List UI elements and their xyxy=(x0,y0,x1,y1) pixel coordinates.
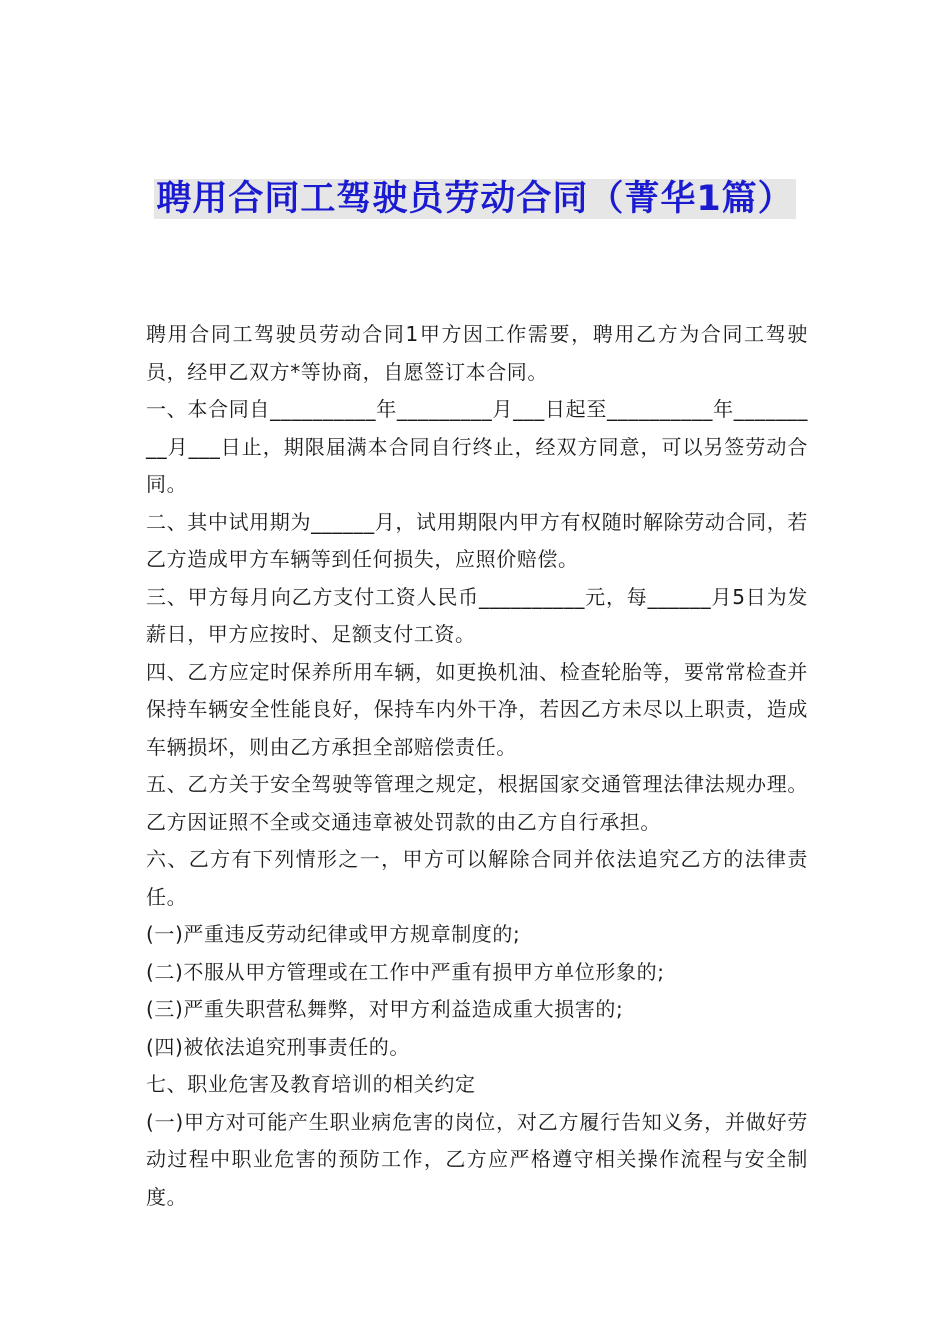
paragraph-item-6-2: (二)不服从甲方管理或在工作中严重有损甲方单位形象的; xyxy=(146,959,665,984)
paragraph-clause-7: 七、职业危害及教育培训的相关约定 xyxy=(146,1072,476,1096)
document-title-text: 聘用合同工驾驶员劳动合同（菁华1篇） xyxy=(156,179,794,219)
paragraph-clause-3: 三、甲方每月向乙方支付工资人民币__________元，每______月5日为发薪日，甲方应按时、足额支付工资。 xyxy=(146,584,808,646)
paragraph-item-7-1: (一)甲方对可能产生职业病危害的岗位，对乙方履行告知义务，并做好劳动过程中职业危害的预防工作，乙方应严格遵守相关操作流程与安全制度。 xyxy=(146,1109,808,1209)
paragraph-item-6-4: (四)被依法追究刑事责任的。 xyxy=(146,1034,411,1059)
paragraph-clause-2: 二、其中试用期为______月，试用期限内甲方有权随时解除劳动合同，若乙方造成甲方车辆等到任何损失，应照价赔偿。 xyxy=(146,509,808,571)
paragraph-intro: 聘用合同工驾驶员劳动合同1甲方因工作需要，聘用乙方为合同工驾驶员，经甲乙双方*等协商，自愿签订本合同。 xyxy=(146,322,808,384)
document-title xyxy=(150,172,800,232)
paragraph-item-6-3: (三)严重失职营私舞弊，对甲方利益造成重大损害的; xyxy=(146,997,624,1021)
document-body xyxy=(146,316,808,1216)
paragraph-clause-5: 五、乙方关于安全驾驶等管理之规定，根据国家交通管理法律法规办理。乙方因证照不全或交通违章被处罚款的由乙方自行承担。 xyxy=(146,772,808,834)
paragraph-item-6-1: (一)严重违反劳动纪律或甲方规章制度的; xyxy=(146,922,521,946)
paragraph-clause-4: 四、乙方应定时保养所用车辆，如更换机油、检查轮胎等，要常常检查并保持车辆安全性能良好，保持车内外干净，若因乙方未尽以上职责，造成车辆损坏，则由乙方承担全部赔偿责任。 xyxy=(146,659,808,759)
paragraph-clause-1: 一、本合同自__________年_________月___日起至__________年_________月___日止，期限届满本合同自行终止，经双方同意，可以另签劳动合同。 xyxy=(146,397,808,496)
paragraph-clause-6: 六、乙方有下列情形之一，甲方可以解除合同并依法追究乙方的法律责任。 xyxy=(146,847,808,909)
